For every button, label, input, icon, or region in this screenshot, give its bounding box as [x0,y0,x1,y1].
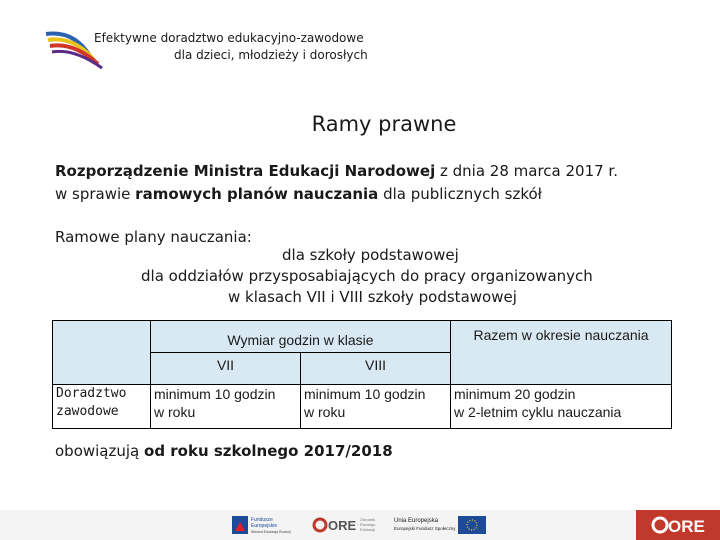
ore-brand-ring-icon [653,518,667,532]
svg-text:Wiedza Edukacja Rozwój: Wiedza Edukacja Rozwój [251,530,291,534]
grade-viii-cell: minimum 10 godzin w roku [301,385,451,429]
plan-item: dla szkoły podstawowej [282,246,459,264]
svg-text:Unia Europejska: Unia Europejska [394,518,439,524]
regulation-intro [55,160,618,206]
ore-logo [312,514,382,536]
plans-list [0,245,720,308]
grade-vii-header: VII [151,353,301,385]
total-header: Razem w okresie nauczania [451,321,672,385]
plan-item: dla oddziałów przysposabiających do pracy organizowanych [141,267,593,285]
svg-text:Europejski Fundusz Społeczny: Europejski Fundusz Społeczny [394,526,456,531]
svg-text:Ośrodek: Ośrodek [360,517,376,522]
svg-text:Rozwoju: Rozwoju [360,522,376,527]
header-line-2: dla dzieci, młodzieży i dorosłych [174,48,368,62]
header-line-1: Efektywne doradztwo edukacyjno-zawodowe [94,31,364,45]
ore-brand-logo [650,513,714,537]
hours-table [52,320,672,429]
regulation-subject: ramowych planów nauczania [135,185,379,203]
svg-text:Fundusze: Fundusze [251,517,273,523]
eu-logo [394,514,488,536]
validity-note: obowiązują od roku szkolnego 2017/2018 [55,442,393,460]
regulation-subject-prefix: w sprawie [55,185,136,203]
funds-logo [232,514,294,536]
plans-heading: Ramowe plany nauczania: [55,228,252,246]
regulation-date: z dnia 28 marca 2017 r. [435,162,618,180]
plan-item-continuation: w klasach VII i VIII szkoły podstawowej [228,288,517,306]
svg-text:ORE: ORE [328,518,357,533]
slide-title: Ramy prawne [311,112,457,136]
regulation-name: Rozporządzenie Ministra Edukacji Narodowej [55,162,436,180]
ore-ring-icon [314,519,326,531]
svg-text:Edukacji: Edukacji [360,527,376,532]
svg-text:Europejskie: Europejskie [251,523,278,529]
project-header [88,30,368,64]
regulation-subject-suffix: dla publicznych szkół [378,185,542,203]
row-label: Doradztwo zawodowe [53,385,151,429]
eu-flag-icon [458,516,486,534]
empty-corner-cell [53,321,151,385]
hours-header: Wymiar godzin w klasie [151,321,451,353]
grade-vii-cell: minimum 10 godzin w roku [151,385,301,429]
grade-viii-header: VIII [301,353,451,385]
total-cell: minimum 20 godzin w 2-letnim cyklu nauczania [451,385,672,429]
svg-text:ORE: ORE [668,517,705,536]
